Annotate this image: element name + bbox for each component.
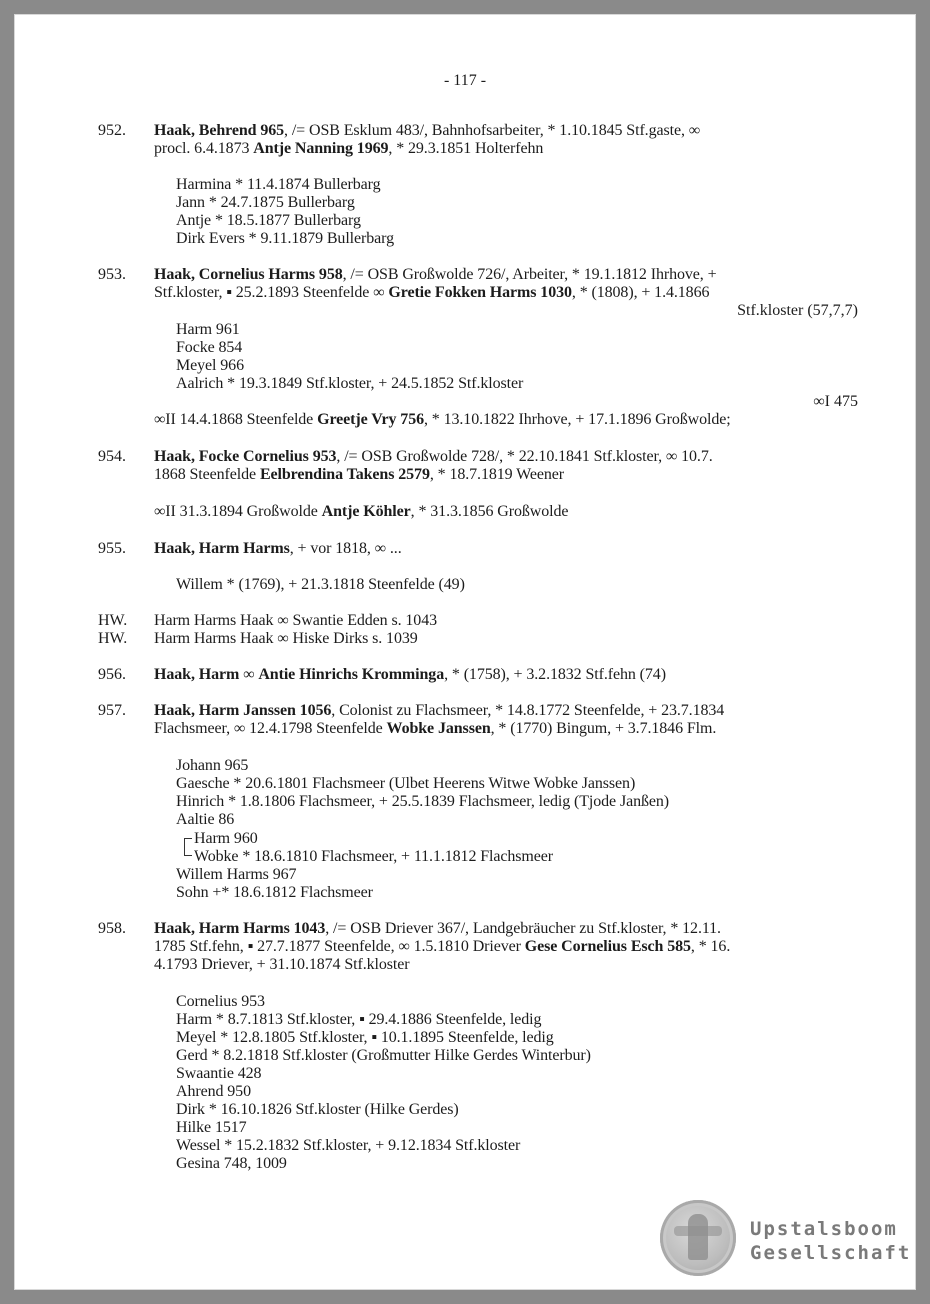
entry-text: , * 16. (690, 938, 731, 955)
marriage-line (154, 411, 731, 429)
child-line: Willem Harms 967 (176, 866, 297, 883)
child-line: Aalrich * 19.3.1849 Stf.kloster, + 24.5.1852 Stf.kloster (176, 375, 524, 392)
spouse-name: Antje Köhler (321, 503, 411, 520)
hw-label: HW. (98, 612, 128, 629)
entry-text: , * (1770) Bingum, + 3.7.1846 Flm. (490, 720, 717, 737)
child-line: Focke 854 (176, 339, 243, 356)
entry-text: ∞ (239, 666, 259, 683)
child-line: Gaesche * 20.6.1801 Flachsmeer (Ulbet Heerens Witwe Wobke Janssen) (176, 775, 636, 792)
child-line: Cornelius 953 (176, 993, 265, 1010)
hw-line: Harm Harms Haak ∞ Hiske Dirks s. 1039 (154, 630, 418, 647)
entry-line (154, 540, 402, 558)
entry-text: , * 13.10.1822 Ihrhove, + 17.1.1896 Großwolde; (424, 411, 731, 428)
entry-text: , * (1808), + 1.4.1866 (571, 284, 710, 301)
person-name: Haak, Harm Janssen 1056 (154, 702, 332, 719)
entry-number: 954. (98, 448, 126, 465)
person-name: Haak, Focke Cornelius 953 (154, 448, 337, 465)
entry-line (154, 122, 700, 140)
entry-text: 1868 Steenfelde (154, 466, 260, 483)
entry-line (154, 666, 666, 684)
entry-line (154, 702, 724, 720)
entry-text: , + vor 1818, ∞ ... (289, 540, 402, 557)
child-line: Wobke * 18.6.1810 Flachsmeer, + 11.1.1812 Flachsmeer (194, 848, 554, 865)
child-line: Aaltie 86 (176, 811, 235, 828)
entry-line (154, 140, 543, 158)
entry-text: , * 31.3.1856 Großwolde (410, 503, 569, 520)
spouse-name: Antie Hinrichs Kromminga (258, 666, 445, 683)
entry-line (154, 284, 709, 302)
society-name-line2: Gesellschaft (750, 1242, 912, 1264)
child-line: Meyel * 12.8.1805 Stf.kloster, ▪ 10.1.1895 Steenfelde, ledig (176, 1029, 554, 1046)
entry-number: 955. (98, 540, 126, 557)
child-line: Jann * 24.7.1875 Bullerbarg (176, 194, 355, 211)
entry-line-right: Stf.kloster (57,7,7) (737, 302, 858, 319)
child-line: Johann 965 (176, 757, 249, 774)
page-content (14, 14, 916, 1290)
child-line: Gesina 748, 1009 (176, 1155, 287, 1172)
entry-text: , /= OSB Großwolde 728/, * 22.10.1841 Stf.kloster, ∞ 10.7. (336, 448, 713, 465)
person-name: Haak, Behrend 965 (154, 122, 285, 139)
spouse-name: Gretie Fokken Harms 1030 (388, 284, 572, 301)
person-name: Haak, Harm (154, 666, 240, 683)
child-line: Willem * (1769), + 21.3.1818 Steenfelde (49) (176, 576, 465, 593)
twin-bracket (184, 838, 192, 856)
child-line: Wessel * 15.2.1832 Stf.kloster, + 9.12.1834 Stf.kloster (176, 1137, 521, 1154)
marriage-ref: ∞I 475 (813, 393, 858, 410)
marriage-line (154, 503, 568, 521)
entry-text: Flachsmeer, ∞ 12.4.1798 Steenfelde (154, 720, 387, 737)
entry-text: ∞II 14.4.1868 Steenfelde (154, 411, 318, 428)
entry-text: , Colonist zu Flachsmeer, * 14.8.1772 Steenfelde, + 23.7.1834 (331, 702, 725, 719)
entry-text: , * (1758), + 3.2.1832 Stf.fehn (74) (444, 666, 666, 683)
spouse-name: Wobke Janssen (386, 720, 491, 737)
entry-number: 957. (98, 702, 126, 719)
child-line: Swaantie 428 (176, 1065, 262, 1082)
hw-label: HW. (98, 630, 128, 647)
society-name-line1: Upstalsboom (750, 1218, 898, 1240)
child-line: Sohn +* 18.6.1812 Flachsmeer (176, 884, 373, 901)
entry-text: , /= OSB Großwolde 726/, Arbeiter, * 19.1.1812 Ihrhove, + (342, 266, 717, 283)
entry-text: , * 29.3.1851 Holterfehn (388, 140, 544, 157)
society-seal-icon (660, 1200, 736, 1276)
entry-text: Stf.kloster, ▪ 25.2.1893 Steenfelde ∞ (154, 284, 389, 301)
document-page (14, 14, 916, 1290)
child-line: Meyel 966 (176, 357, 244, 374)
entry-text: , /= OSB Driever 367/, Landgebräucher zu Stf.kloster, * 12.11. (325, 920, 721, 937)
spouse-name: Antje Nanning 1969 (253, 140, 389, 157)
entry-text: 1785 Stf.fehn, ▪ 27.7.1877 Steenfelde, ∞ 1.5.1810 Driever (154, 938, 525, 955)
entry-number: 953. (98, 266, 126, 283)
seal-figure (688, 1214, 708, 1260)
entry-number: 956. (98, 666, 126, 683)
entry-line (154, 266, 717, 284)
child-line: Dirk Evers * 9.11.1879 Bullerbarg (176, 230, 394, 247)
child-line: Gerd * 8.2.1818 Stf.kloster (Großmutter Hilke Gerdes Winterbur) (176, 1047, 591, 1064)
entry-text: ∞II 31.3.1894 Großwolde (154, 503, 322, 520)
entry-text: , * 18.7.1819 Weener (429, 466, 565, 483)
entry-line (154, 920, 721, 938)
entry-line (154, 466, 564, 484)
child-line: Hilke 1517 (176, 1119, 247, 1136)
child-line: Harm * 8.7.1813 Stf.kloster, ▪ 29.4.1886 Steenfelde, ledig (176, 1011, 542, 1028)
child-line: Hinrich * 1.8.1806 Flachsmeer, + 25.5.1839 Flachsmeer, ledig (Tjode Janßen) (176, 793, 670, 810)
entry-line (154, 938, 730, 956)
entry-number: 952. (98, 122, 126, 139)
child-line: Ahrend 950 (176, 1083, 251, 1100)
child-line: Harmina * 11.4.1874 Bullerbarg (176, 176, 381, 193)
hw-line: Harm Harms Haak ∞ Swantie Edden s. 1043 (154, 612, 437, 629)
spouse-name: Eelbrendina Takens 2579 (259, 466, 430, 483)
entry-text: , /= OSB Esklum 483/, Bahnhofsarbeiter, * 1.10.1845 Stf.gaste, ∞ (284, 122, 701, 139)
person-name: Haak, Harm Harms 1043 (154, 920, 326, 937)
entry-number: 958. (98, 920, 126, 937)
person-name: Haak, Cornelius Harms 958 (154, 266, 343, 283)
spouse-name: Gese Cornelius Esch 585 (524, 938, 691, 955)
person-name: Haak, Harm Harms (154, 540, 290, 557)
entry-line: 4.1793 Driever, + 31.10.1874 Stf.kloster (154, 956, 410, 973)
entry-line (154, 720, 716, 738)
page-number: - 117 - (443, 72, 487, 89)
child-line: Harm 960 (194, 830, 258, 847)
child-line: Harm 961 (176, 321, 240, 338)
spouse-name: Greetje Vry 756 (317, 411, 424, 428)
entry-line (154, 448, 713, 466)
entry-text: procl. 6.4.1873 (154, 140, 254, 157)
child-line: Dirk * 16.10.1826 Stf.kloster (Hilke Gerdes) (176, 1101, 459, 1118)
child-line: Antje * 18.5.1877 Bullerbarg (176, 212, 361, 229)
